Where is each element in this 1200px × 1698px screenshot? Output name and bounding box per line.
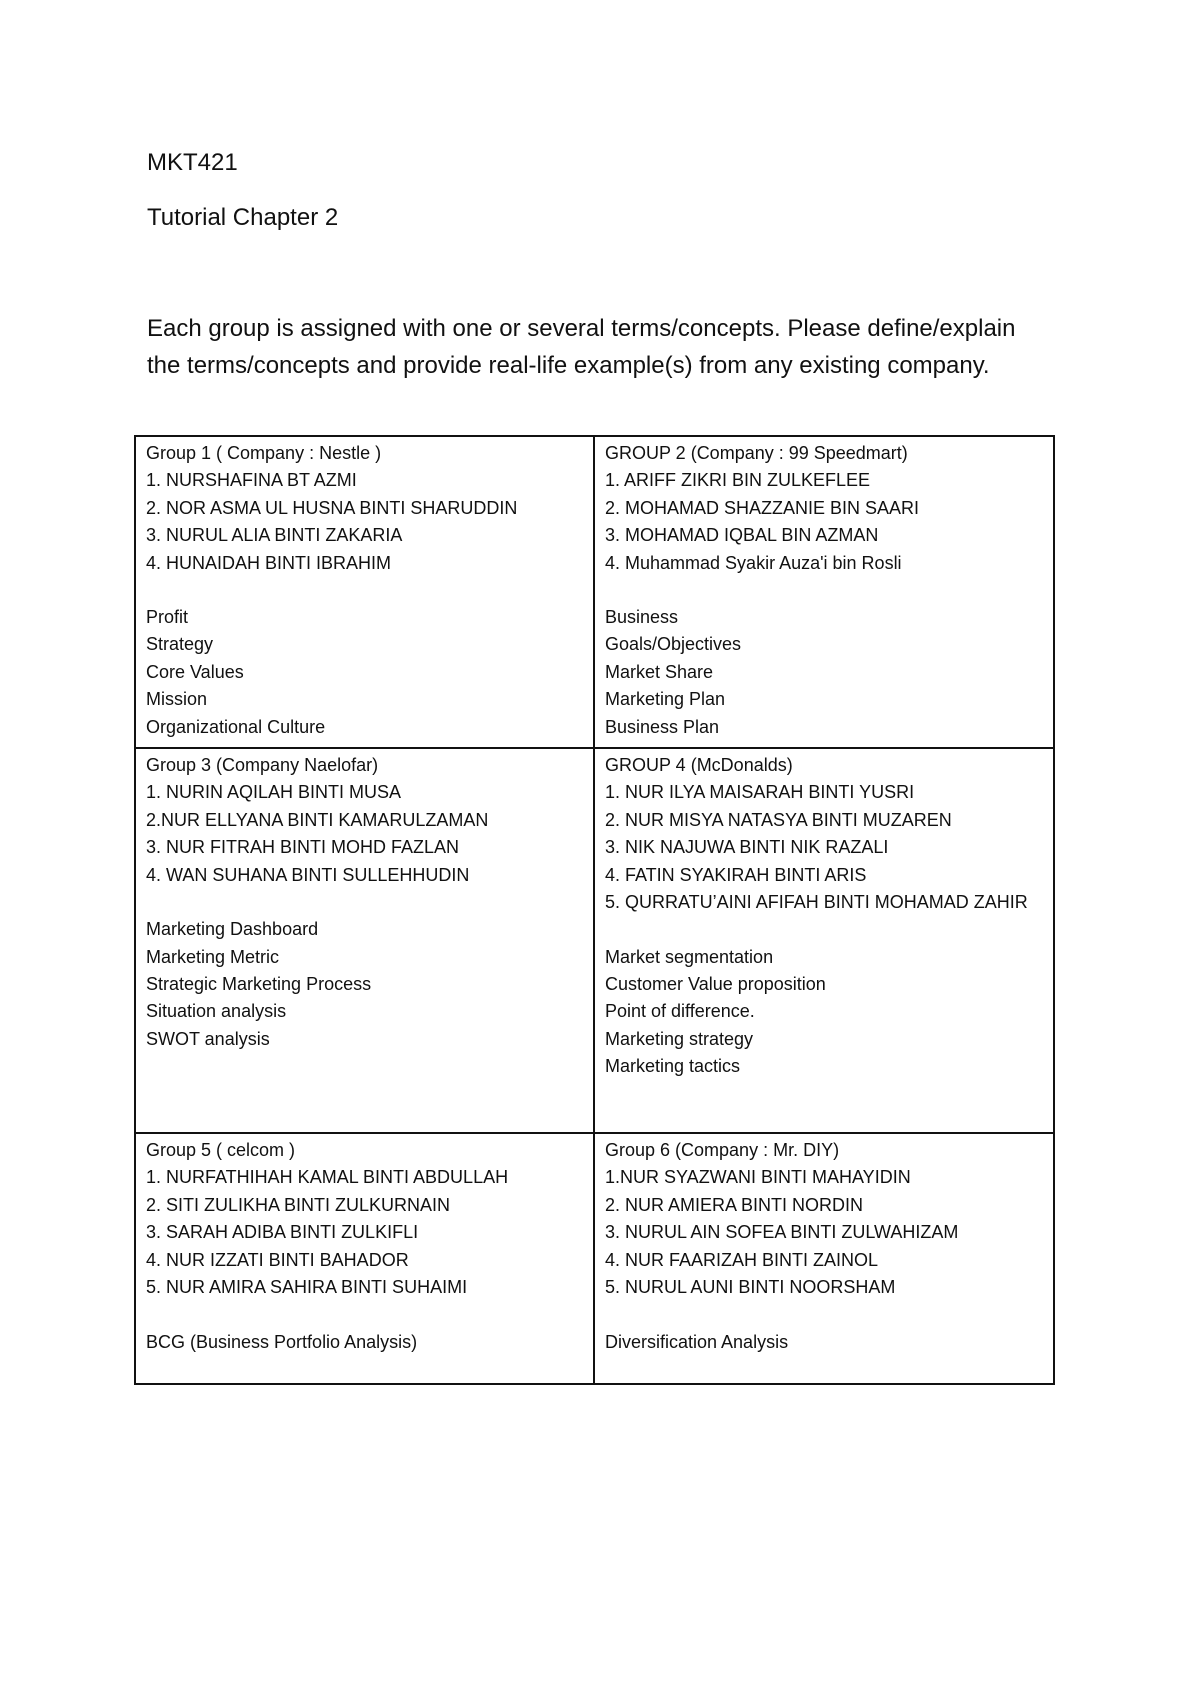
member-name: 1. ARIFF ZIKRI BIN ZULKEFLEE <box>605 470 871 491</box>
group-heading: GROUP 2 (Company : 99 Speedmart) <box>605 443 908 463</box>
member-name: 5. QURRATU’AINI AFIFAH BINTI MOHAMAD ZAHIR <box>605 892 1028 913</box>
member-name: 1. NURFATHIHAH KAMAL BINTI ABDULLAH <box>146 1167 509 1188</box>
table-row <box>135 1133 1054 1384</box>
member-name: 2.NUR ELLYANA BINTI KAMARULZAMAN <box>146 809 489 830</box>
spacer <box>146 889 583 916</box>
member-name: 3. NIK NAJUWA BINTI NIK RAZALI <box>605 837 889 858</box>
member-name: 2. SITI ZULIKHA BINTI ZULKURNAIN <box>146 1194 451 1215</box>
group-cell-4 <box>594 748 1054 1133</box>
assigned-term: Marketing tactics <box>605 1056 741 1077</box>
member-name: 1.NUR SYAZWANI BINTI MAHAYIDIN <box>605 1167 911 1188</box>
member-name: 1. NURIN AQILAH BINTI MUSA <box>146 782 402 803</box>
group-cell-1 <box>135 436 594 748</box>
group-assignment-table <box>134 435 1055 1385</box>
member-name: 4. HUNAIDAH BINTI IBRAHIM <box>146 552 392 573</box>
assigned-term: Strategic Marketing Process <box>146 973 372 994</box>
assigned-term: Goals/Objectives <box>605 634 742 655</box>
assigned-term: Marketing strategy <box>605 1028 754 1049</box>
spacer <box>605 917 1043 944</box>
group-heading: Group 5 ( celcom ) <box>146 1140 296 1161</box>
tutorial-title: Tutorial Chapter 2 <box>147 204 339 231</box>
member-name: 4. NUR FAARIZAH BINTI ZAINOL <box>605 1249 879 1270</box>
group-cell-6 <box>594 1133 1054 1384</box>
member-name: 3. SARAH ADIBA BINTI ZULKIFLI <box>146 1222 419 1243</box>
assigned-term: Marketing Plan <box>605 689 726 710</box>
assigned-term: Marketing Dashboard <box>146 919 319 940</box>
assigned-term: Strategy <box>146 634 214 655</box>
member-name: 4. NUR IZZATI BINTI BAHADOR <box>146 1249 409 1270</box>
assigned-term: Business <box>605 607 679 628</box>
member-name: 1. NUR ILYA MAISARAH BINTI YUSRI <box>605 782 915 803</box>
assigned-term: Diversification Analysis <box>605 1331 789 1352</box>
assigned-term: Point of difference. <box>605 1001 755 1022</box>
table-row <box>135 436 1054 748</box>
member-name: 2. NOR ASMA UL HUSNA BINTI SHARUDDIN <box>146 497 518 518</box>
table-row <box>135 748 1054 1133</box>
course-code: MKT421 <box>147 149 238 176</box>
instructions-paragraph: Each group is assigned with one or several terms/concepts. Please define/explain the terms/concepts and provide real-life example(s) from any existing company. <box>147 315 1016 379</box>
spacer <box>605 577 1043 604</box>
assigned-term: Business Plan <box>605 716 720 737</box>
assigned-term: Core Values <box>146 661 244 682</box>
group-heading: Group 1 ( Company : Nestle ) <box>146 443 382 463</box>
assigned-term: SWOT analysis <box>146 1028 270 1049</box>
member-name: 4. Muhammad Syakir Auza'i bin Rosli <box>605 552 902 573</box>
member-name: 3. MOHAMAD IQBAL BIN AZMAN <box>605 525 879 546</box>
assigned-term: Profit <box>146 607 189 628</box>
member-name: 3. NURUL AIN SOFEA BINTI ZULWAHIZAM <box>605 1222 959 1243</box>
assigned-term: Customer Value proposition <box>605 973 826 994</box>
group-cell-2 <box>594 436 1054 748</box>
assigned-term: Market segmentation <box>605 946 774 967</box>
assigned-term: BCG (Business Portfolio Analysis) <box>146 1331 418 1352</box>
assigned-term: Organizational Culture <box>146 716 326 737</box>
member-name: 5. NURUL AUNI BINTI NOORSHAM <box>605 1277 896 1298</box>
spacer <box>146 577 583 604</box>
assigned-term: Marketing Metric <box>146 946 280 967</box>
assigned-term: Mission <box>146 689 208 710</box>
group-cell-5 <box>135 1133 594 1384</box>
member-name: 3. NUR FITRAH BINTI MOHD FAZLAN <box>146 837 460 858</box>
member-name: 4. WAN SUHANA BINTI SULLEHHUDIN <box>146 864 470 885</box>
assigned-term: Market Share <box>605 661 714 682</box>
member-name: 5. NUR AMIRA SAHIRA BINTI SUHAIMI <box>146 1277 468 1298</box>
member-name: 4. FATIN SYAKIRAH BINTI ARIS <box>605 864 867 885</box>
member-name: 2. NUR MISYA NATASYA BINTI MUZAREN <box>605 809 952 830</box>
spacer <box>146 1302 583 1329</box>
group-heading: Group 6 (Company : Mr. DIY) <box>605 1140 840 1161</box>
spacer <box>605 1302 1043 1329</box>
group-heading: Group 3 (Company Naelofar) <box>146 755 379 776</box>
member-name: 2. MOHAMAD SHAZZANIE BIN SAARI <box>605 497 920 518</box>
group-heading: GROUP 4 (McDonalds) <box>605 755 793 776</box>
group-cell-3 <box>135 748 594 1133</box>
assigned-term: Situation analysis <box>146 1001 287 1022</box>
member-name: 2. NUR AMIERA BINTI NORDIN <box>605 1194 864 1215</box>
member-name: 1. NURSHAFINA BT AZMI <box>146 470 357 491</box>
member-name: 3. NURUL ALIA BINTI ZAKARIA <box>146 525 403 546</box>
